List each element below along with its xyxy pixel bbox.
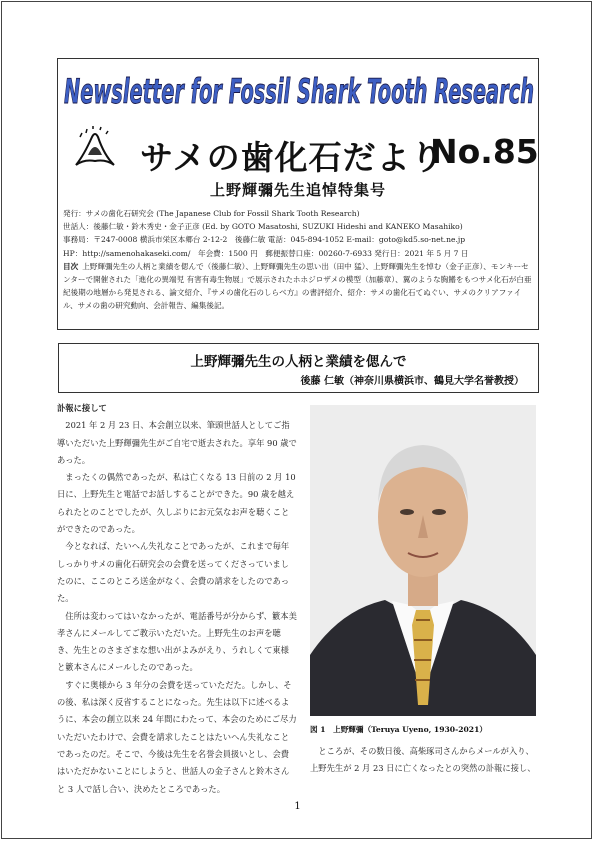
table-of-contents <box>63 260 535 313</box>
article-continuation <box>310 743 540 778</box>
paragraph: 2021 年 2 月 23 日、本会創立以来、筆頭世話人としてご指導いただいた上野輝彌先生がご自宅で逝去された。享年 90 歳であった。 <box>57 420 297 465</box>
office-line: 事務局：〒247-0008 横浜市栄区本郷台 2-12-2 後藤仁敏 電話：045-894-1052 E-mail：goto@kd5.so-net.ne.jp <box>63 235 466 245</box>
shark-tooth-logo-icon <box>72 125 118 171</box>
issue-subtitle: 上野輝彌先生追悼特集号 <box>209 181 386 199</box>
masthead-box <box>57 58 539 330</box>
newsletter-title <box>62 65 536 115</box>
article-title: 上野輝彌先生の人柄と業績を偲んで <box>190 354 407 370</box>
portrait-photo <box>310 405 536 716</box>
section-heading: 訃報に接して <box>57 403 107 413</box>
page-number: 1 <box>294 801 301 812</box>
paragraph: ところが、その数日後、高柴琢司さんからメールが入り、上野先生が 2 月 23 日に亡くなったとの突然の訃報に接し、 <box>310 746 536 774</box>
paragraph: 今となれば、たいへん失礼なことであったが、これまで毎年しっかりサメの歯化石研究会の会費を送ってくださっていましたのに、ここのところ送金がなく、会費の請求をしたのであった。 <box>57 541 290 604</box>
newsletter-title-text: Newsletter for Fossil Shark Tooth Research <box>64 72 534 112</box>
toc-label: 目次 <box>63 261 79 271</box>
paragraph: まったくの偶然であったが、私は亡くなる 13 日前の 2 月 10 日に、上野先生と電話でお話しすることができた。90 歳を越えられたとのことでしたが、久しぶりにお元気なお声を聴くことができたのであった。 <box>57 472 296 535</box>
paragraph: 住所は変わってはいなかったが、電話番号が分からず、籔本美孝さんにメールしてご教示いただいた。上野先生のお声を聴き、先生とのさまざまな想い出がよみがえり、うれしくて東様と籔本さんにメールしたのであった。 <box>57 610 297 673</box>
paragraph: すぐに奥様から 3 年分の会費を送っていただた。しかし、その後、私は深く反省することになった。先生は以下に述べるように、本会の創立以来 24 年間にわたって、本会のためにご尽力いただいたわけで、会費を請求したことはたいへん失礼なことであったのだ。そこで、今後は先生を名誉会員扱いとし、会費はいただかないことにしようと、世話人の金子さんと鈴木さんと 3 人で話し合い、決めたところであった。 <box>57 679 297 794</box>
publisher-line: 発行：サメの歯化石研究会 (The Japanese Club for Fossil Shark Tooth Research) <box>63 209 360 218</box>
publication-info <box>63 207 535 313</box>
article-header-box <box>58 343 539 393</box>
toc-text: 上野輝彌先生の人柄と業績を偲んで（後藤仁敏）、上野輝彌先生の思い出（田中 猛）、上野輝彌先生を悼む（金子正彦）、モンキーセンターで開催された「進化の異端児 有害有毒生物展」で展示されたホホジロザメの模型（加藤章）、翼のような胸鰭をもつサメ化石が白亜紀後期の地層から発見される、論文紹介、『サメの歯化石のしらべ方』の書評紹介、紹介：サメの歯化石てぬぐい、サメのクリアファイル、サメの歯の研究動向、会計報告、編集後記。 <box>63 261 532 311</box>
issue-number: No.85 <box>430 132 539 171</box>
hp-line: HP：http://samenohakaseki.com/ 年会費：1500 円 郵便振替口座：00260-7-6933 発行日：2021 年 5 月 7 日 <box>63 248 469 258</box>
japanese-title: サメの歯化石だより <box>140 138 445 177</box>
article-author: 後藤 仁敏（神奈川県横浜市、鶴見大学名誉教授） <box>300 376 524 387</box>
photo-caption: 図 1 上野輝彌（Teruya Uyeno, 1930-2021） <box>310 725 487 734</box>
article-body <box>57 400 297 798</box>
editors-line: 世話人：後藤仁敏・鈴木秀史・金子正彦 (Ed. by GOTO Masatoshi, SUZUKI Hideshi and KANEKO Masahiko) <box>63 222 463 232</box>
